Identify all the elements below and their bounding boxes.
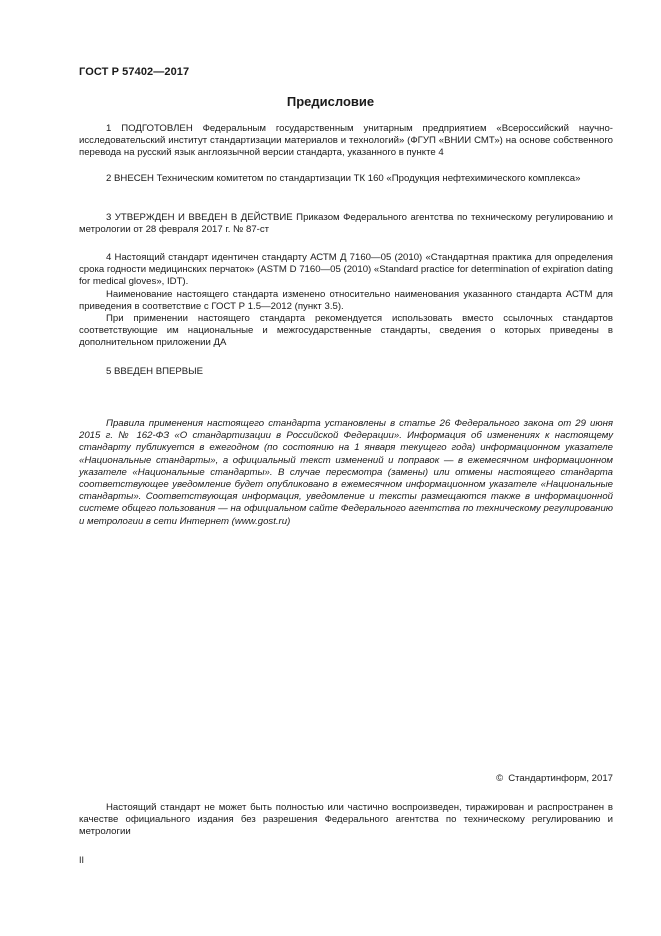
foreword-item-paragraph: Наименование настоящего стандарта изменено относительно наименования указанного стандарта АСТМ для приведения в соответствие с ГОСТ Р 1.5—2012 (пункт 3.5).: [79, 288, 613, 312]
foreword-item-5: [79, 366, 613, 378]
foreword-item-2: [79, 173, 613, 185]
page-number: II: [79, 855, 85, 865]
page-title: Предисловие: [286, 94, 375, 109]
application-rules-notice: [79, 418, 613, 528]
reproduction-notice: [79, 802, 613, 839]
foreword-item-text: 5 ВВЕДЕН ВПЕРВЫЕ: [106, 366, 204, 377]
foreword-item-text: 4 Настоящий стандарт идентичен стандарту АСТМ Д 7160—05 (2010) «Стандартная практика для определения срока годности медицинских перчаток» (ASTM D 7160—05 (2010) «Standard practice for determination of expiration dating for medical gloves», IDT).: [79, 252, 613, 288]
foreword-item-1: [79, 123, 613, 160]
foreword-item-4: [79, 252, 613, 350]
foreword-item-paragraph: При применении настоящего стандарта рекомендуется использовать вместо ссылочных стандартов соответствующие им национальные и межгосударственные стандарты, сведения о которых приведены в дополнительном приложении ДА: [79, 313, 613, 349]
notice-text: Правила применения настоящего стандарта установлены в статье 26 Федерального закона от 29 июня 2015 г. № 162-ФЗ «О стандартизации в Российской Федерации». Информация об изменениях к настоящему стандарту публикуется в ежегодном (по состоянию на 1 января текущего года) информационном указателе «Национальные стандарты», а официальный текст изменений и поправок — в ежемесячном информационном указателе «Национальные стандарты». В случае пересмотра (замены) или отмены настоящего стандарта соответствующее уведомление будет опубликовано в ежемесячном информационном указателе «Национальные стандарты». Соответствующая информация, уведомление и тексты размещаются также в информационной системе общего пользования — на официальном сайте Федерального агентства по техническому регулированию и метрологии в сети Интернет (www.gost.ru): [79, 418, 613, 527]
foreword-item-text: 1 ПОДГОТОВЛЕН Федеральным государственным унитарным предприятием «Всероссийский научно-исследовательский институт стандартизации материалов и технологий» (ФГУП «ВНИИ СМТ») на основе собственного перевода на русский язык англоязычной версии стандарта, указанного в пункте 4: [79, 123, 613, 159]
copyright: [496, 773, 613, 784]
foreword-item-3: [79, 212, 613, 236]
foreword-item-text: 3 УТВЕРЖДЕН И ВВЕДЕН В ДЕЙСТВИЕ Приказом Федерального агентства по техническому регулированию и метрологии от 28 февраля 2017 г. № 87-ст: [79, 212, 613, 236]
copyright-icon: ©: [496, 773, 504, 784]
copyright-text: Стандартинформ, 2017: [508, 773, 613, 784]
foreword-item-text: 2 ВНЕСЕН Техническим комитетом по стандартизации ТК 160 «Продукция нефтехимического комплекса»: [106, 173, 581, 184]
document-code: ГОСТ Р 57402—2017: [79, 66, 190, 78]
reproduction-notice-text: Настоящий стандарт не может быть полностью или частично воспроизведен, тиражирован и распространен в качестве официального издания без разрешения Федерального агентства по техническому регулированию и метрологии: [79, 802, 613, 838]
